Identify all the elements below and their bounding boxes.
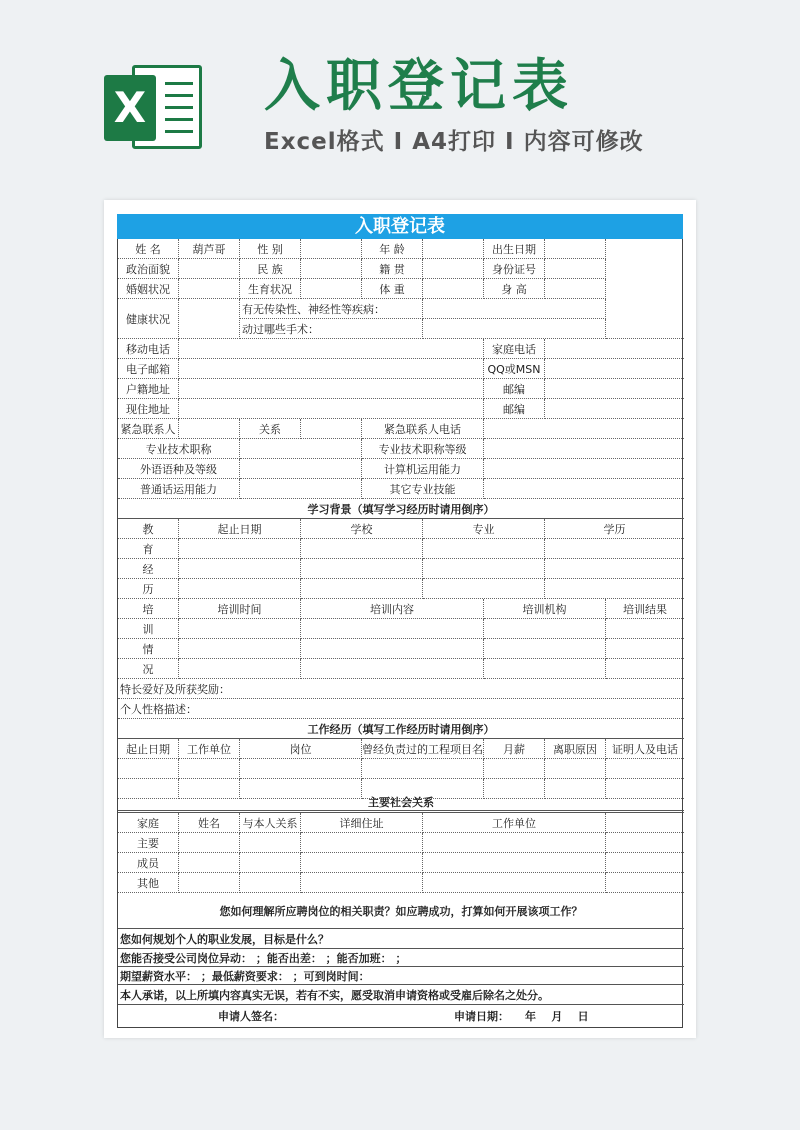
training-cell[interactable]	[179, 659, 301, 679]
ethnic-value[interactable]	[301, 259, 362, 279]
politics-label: 政治面貌	[118, 259, 179, 279]
training-header-org: 培训机构	[484, 599, 606, 619]
mandarin-value[interactable]	[240, 479, 362, 499]
other-skill-value[interactable]	[484, 479, 684, 499]
signature-label: 申请人签名：	[218, 1010, 284, 1023]
weight-value[interactable]	[423, 279, 484, 299]
training-header-content: 培训内容	[301, 599, 484, 619]
work-cell[interactable]	[484, 759, 545, 779]
mandarin-label: 普通话运用能力	[118, 479, 240, 499]
family-cell[interactable]	[423, 833, 606, 853]
personality-label[interactable]: 个人性格描述：	[118, 699, 684, 719]
name-value[interactable]: 葫芦哥	[179, 239, 240, 259]
education-side-2: 育	[118, 539, 179, 559]
training-cell[interactable]	[606, 659, 684, 679]
photo-box[interactable]	[606, 239, 684, 339]
fertility-label: 生育状况	[240, 279, 301, 299]
home-phone-label: 家庭电话	[484, 339, 545, 359]
age-value[interactable]	[423, 239, 484, 259]
work-header-position: 岗位	[240, 739, 362, 759]
family-cell[interactable]	[606, 813, 684, 833]
education-cell[interactable]	[301, 539, 423, 559]
work-cell[interactable]	[240, 759, 362, 779]
qq-value[interactable]	[545, 359, 684, 379]
training-side-2: 训	[118, 619, 179, 639]
training-side-4: 况	[118, 659, 179, 679]
disease-question: 有无传染性、神经性等疾病：	[240, 299, 423, 319]
relation-value[interactable]	[301, 419, 362, 439]
name-label: 姓 名	[118, 239, 179, 259]
birthday-label: 出生日期	[484, 239, 545, 259]
training-header-time: 培训时间	[179, 599, 301, 619]
hukou-label: 户籍地址	[118, 379, 179, 399]
address-label: 现住地址	[118, 399, 179, 419]
training-side-1: 培	[118, 599, 179, 619]
work-header-project: 曾经负责过的工程项目名	[362, 739, 484, 759]
surgery-question: 动过哪些手术：	[240, 319, 423, 339]
page-subtitle: Excel格式 Ⅰ A4打印 Ⅰ 内容可修改	[264, 129, 644, 155]
family-header-name: 姓名	[179, 813, 240, 833]
education-side-1: 教	[118, 519, 179, 539]
family-side-2: 主要	[118, 833, 179, 853]
training-cell[interactable]	[484, 619, 606, 639]
postcode2-label: 邮编	[484, 399, 545, 419]
family-side-3: 成员	[118, 853, 179, 873]
gender-label: 性 别	[240, 239, 301, 259]
postcode-label: 邮编	[484, 379, 545, 399]
work-cell[interactable]	[606, 759, 684, 779]
training-cell[interactable]	[179, 619, 301, 639]
education-cell[interactable]	[423, 539, 545, 559]
family-cell[interactable]	[179, 873, 240, 893]
computer-value[interactable]	[484, 459, 684, 479]
emergency-phone-value[interactable]	[484, 419, 684, 439]
work-cell[interactable]	[118, 759, 179, 779]
registration-form	[117, 239, 683, 1028]
education-cell[interactable]	[545, 559, 684, 579]
family-cell[interactable]	[179, 853, 240, 873]
email-value[interactable]	[179, 359, 484, 379]
mobile-label: 移动电话	[118, 339, 179, 359]
education-header-degree: 学历	[545, 519, 684, 539]
title-value[interactable]	[240, 439, 362, 459]
height-value[interactable]	[545, 279, 606, 299]
family-cell[interactable]	[301, 833, 423, 853]
date-units: 年 月 日	[525, 1010, 589, 1023]
training-header-result: 培训结果	[606, 599, 684, 619]
family-cell[interactable]	[240, 833, 301, 853]
family-header-company: 工作单位	[423, 813, 606, 833]
family-side-4: 其他	[118, 873, 179, 893]
training-cell[interactable]	[301, 639, 484, 659]
weight-label: 体 重	[362, 279, 423, 299]
gender-value[interactable]	[301, 239, 362, 259]
education-section-title: 学习背景（填写学习经历时请用倒序）	[118, 499, 684, 519]
mobile-value[interactable]	[179, 339, 484, 359]
transfer-question[interactable]: 您能否接受公司岗位异动： ；能否出差： ；能否加班： ；	[118, 949, 684, 967]
date-label: 申请日期：	[454, 1010, 509, 1023]
training-cell[interactable]	[484, 639, 606, 659]
family-cell[interactable]	[606, 853, 684, 873]
family-cell[interactable]	[423, 853, 606, 873]
hobbies-label[interactable]: 特长爱好及所获奖励：	[118, 679, 684, 699]
training-cell[interactable]	[606, 639, 684, 659]
family-cell[interactable]	[606, 833, 684, 853]
education-header-date: 起止日期	[179, 519, 301, 539]
emergency-phone-label: 紧急联系人电话	[362, 419, 484, 439]
language-value[interactable]	[240, 459, 362, 479]
other-skill-label: 其它专业技能	[362, 479, 484, 499]
family-cell[interactable]	[240, 853, 301, 873]
marriage-label: 婚姻状况	[118, 279, 179, 299]
training-cell[interactable]	[179, 639, 301, 659]
excel-x-letter: X	[104, 75, 156, 141]
work-header-reference: 证明人及电话	[606, 739, 684, 759]
education-cell[interactable]	[179, 579, 301, 599]
training-cell[interactable]	[301, 659, 484, 679]
education-cell[interactable]	[545, 539, 684, 559]
training-cell[interactable]	[301, 619, 484, 639]
family-cell[interactable]	[240, 873, 301, 893]
family-cell[interactable]	[423, 873, 606, 893]
education-cell[interactable]	[179, 559, 301, 579]
origin-label: 籍 贯	[362, 259, 423, 279]
education-side-4: 历	[118, 579, 179, 599]
marriage-value[interactable]	[179, 279, 240, 299]
education-header-school: 学校	[301, 519, 423, 539]
work-cell[interactable]	[362, 759, 484, 779]
training-side-3: 情	[118, 639, 179, 659]
family-header-address: 详细住址	[301, 813, 423, 833]
education-cell[interactable]	[179, 539, 301, 559]
family-cell[interactable]	[301, 853, 423, 873]
birthday-value[interactable]	[545, 239, 606, 259]
emergency-contact-value[interactable]	[179, 419, 240, 439]
address-value[interactable]	[179, 399, 484, 419]
family-section-title: 主要社会关系	[118, 791, 684, 813]
ethnic-label: 民 族	[240, 259, 301, 279]
height-label: 身 高	[484, 279, 545, 299]
health-label: 健康状况	[118, 299, 179, 339]
position-question[interactable]: 您如何理解所应聘岗位的相关职责？如应聘成功，打算如何开展该项工作？	[118, 893, 684, 929]
work-section-title: 工作经历（填写工作经历时请用倒序）	[118, 719, 684, 739]
work-cell[interactable]	[179, 759, 240, 779]
salary-question[interactable]: 期望薪资水平： ；最低薪资要求： ；可到岗时间：	[118, 967, 684, 985]
id-label: 身份证号	[484, 259, 545, 279]
fertility-value[interactable]	[301, 279, 362, 299]
age-label: 年 龄	[362, 239, 423, 259]
excel-logo-icon	[104, 59, 204, 155]
family-side-1: 家庭	[118, 813, 179, 833]
promise-statement: 本人承诺，以上所填内容真实无误，若有不实，愿受取消申请资格或受雇后除名之处分。	[118, 985, 684, 1005]
page-title: 入职登记表	[264, 54, 574, 119]
family-cell[interactable]	[179, 833, 240, 853]
training-cell[interactable]	[606, 619, 684, 639]
education-cell[interactable]	[423, 559, 545, 579]
form-title-banner: 入职登记表	[117, 214, 683, 239]
hukou-value[interactable]	[179, 379, 484, 399]
education-side-3: 经	[118, 559, 179, 579]
signature-row	[118, 1005, 684, 1027]
work-header-date: 起止日期	[118, 739, 179, 759]
home-phone-value[interactable]	[545, 339, 684, 359]
education-cell[interactable]	[545, 579, 684, 599]
work-cell[interactable]	[545, 759, 606, 779]
family-cell[interactable]	[301, 873, 423, 893]
education-cell[interactable]	[301, 559, 423, 579]
email-label: 电子邮箱	[118, 359, 179, 379]
emergency-contact-label: 紧急联系人	[118, 419, 179, 439]
health-value[interactable]	[179, 299, 240, 339]
disease-answer[interactable]	[423, 299, 606, 319]
family-cell[interactable]	[606, 873, 684, 893]
family-header-relation: 与本人关系	[240, 813, 301, 833]
id-value[interactable]	[545, 259, 606, 279]
education-cell[interactable]	[423, 579, 545, 599]
education-cell[interactable]	[301, 579, 423, 599]
relation-label: 关系	[240, 419, 301, 439]
postcode2-value[interactable]	[545, 399, 684, 419]
postcode-value[interactable]	[545, 379, 684, 399]
surgery-answer[interactable]	[423, 319, 606, 339]
computer-label: 计算机运用能力	[362, 459, 484, 479]
training-cell[interactable]	[484, 659, 606, 679]
work-header-company: 工作单位	[179, 739, 240, 759]
work-header-salary: 月薪	[484, 739, 545, 759]
title-level-label: 专业技术职称等级	[362, 439, 484, 459]
politics-value[interactable]	[179, 259, 240, 279]
career-question[interactable]: 您如何规划个人的职业发展，目标是什么？	[118, 929, 684, 949]
work-header-reason: 离职原因	[545, 739, 606, 759]
origin-value[interactable]	[423, 259, 484, 279]
title-level-value[interactable]	[484, 439, 684, 459]
language-label: 外语语种及等级	[118, 459, 240, 479]
title-label: 专业技术职称	[118, 439, 240, 459]
education-header-major: 专业	[423, 519, 545, 539]
qq-label: QQ或MSN	[484, 359, 545, 379]
